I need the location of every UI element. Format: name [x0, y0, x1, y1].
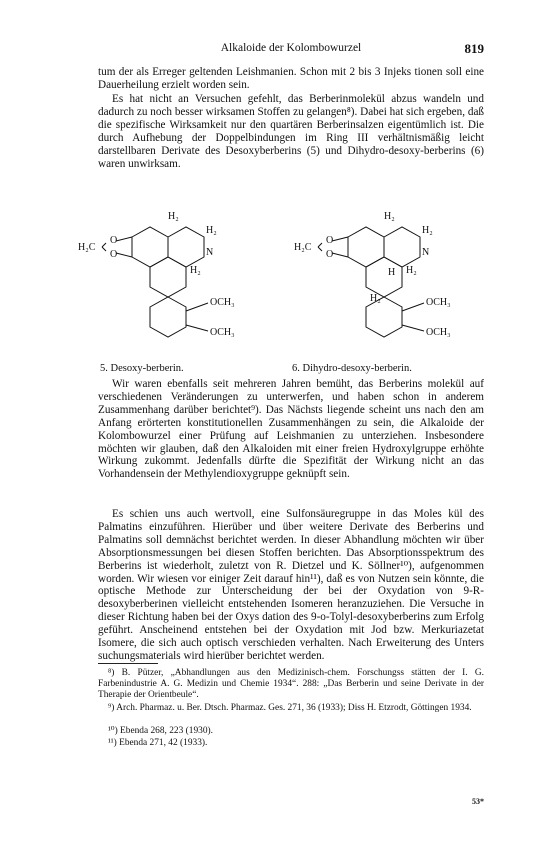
atom-h2-top: H₂	[384, 211, 395, 222]
running-header	[98, 42, 484, 58]
atom-o1: O	[110, 235, 118, 246]
atom-h2c: H₂C	[78, 242, 96, 253]
page-number: 819	[464, 41, 484, 56]
paragraph-2: Es hat nicht an Versuchen gefehlt, das Berberinmolekül abzus wandeln und dadurch zu noch besser wirksamen Stoffen zu gelangen⁸). Dabei hat sich ergeben, daß die spezifische Wirksamkeit nur den quartären Berberinsalzen eigentümlich ist. Die durch Aufhebung der Doppelbindungen im Ring III verhältnismäßig leicht darstellbaren Derivate des Desoxyberberins (5) und Dihydro-desoxy-berberins (6) waren unwirksam.	[98, 93, 484, 170]
ring-b	[168, 227, 204, 267]
atom-h2-ring: H₂	[206, 225, 217, 236]
atom-h2-low: H₂	[406, 265, 417, 276]
atom-o1: O	[326, 235, 334, 246]
bond-ch2-2	[318, 247, 322, 251]
caption-structure-6: 6. Dihydro-desoxy-berberin.	[292, 363, 412, 374]
bond-och3-a	[402, 303, 424, 311]
ring-d	[150, 297, 186, 337]
caption-structure-5: 5. Desoxy-berberin.	[100, 363, 184, 374]
footnote-rule	[98, 663, 158, 664]
bond-o2	[116, 253, 132, 257]
footnote-11: ¹¹) Ebenda 271, 42 (1933).	[108, 738, 208, 748]
bond-och3-b	[186, 325, 208, 331]
footnote-9: ⁹) Arch. Pharmaz. u. Ber. Dtsch. Pharmaz. Ges. 271, 36 (1933); Diss H. Etzrodt, Göttingen 1934.	[108, 703, 472, 713]
bond-ch2-1	[102, 243, 106, 247]
atom-h2-ring: H₂	[422, 225, 433, 236]
bond-o1	[116, 237, 132, 241]
group-och3-a: OCH₃	[210, 297, 235, 308]
structure-desoxyberberin	[74, 211, 274, 365]
atom-o2: O	[110, 249, 118, 260]
atom-h2-side: H₂	[370, 293, 381, 304]
bond-och3-b	[402, 325, 424, 331]
atom-h2c: H₂C	[294, 242, 312, 253]
atom-o2: O	[326, 249, 334, 260]
bond-och3-a	[186, 303, 208, 311]
ring-c	[150, 257, 186, 297]
ring-b	[384, 227, 420, 267]
group-och3-b: OCH₃	[426, 327, 451, 338]
atom-h2-top: H₂	[168, 211, 179, 222]
bond-o2	[332, 253, 348, 257]
atom-n: N	[422, 247, 430, 258]
header-title: Alkaloide der Kolombowurzel	[220, 42, 362, 54]
ring-a	[348, 227, 384, 267]
ring-a	[132, 227, 168, 267]
atom-n: N	[206, 247, 214, 258]
bond-ch2-1	[318, 243, 322, 247]
group-och3-a: OCH₃	[426, 297, 451, 308]
bond-ch2-2	[102, 247, 106, 251]
ring-c	[366, 257, 402, 297]
footnote-8: ⁸) B. Pützer, „Abhandlungen aus den Medizinisch-chem. Forschungss stätten der I. G. Farbenindustrie A. G. Medizin und Chemie 1934“. 288: „Das Berberin und seine Derivate in der Therapie der Orientbeule“.	[98, 668, 484, 701]
group-och3-b: OCH₃	[210, 327, 235, 338]
paragraph-3: Wir waren ebenfalls seit mehreren Jahren bemüht, das Berberins molekül auf verschiedenen Veränderungen zu unterwerfen, und haben schon in anderem Zusammenhang darüber berichtet⁹). Das Nächsts liegende scheint uns nach den am Anfang erörterten konstitutionellen Zusammenhängen zu sein, die Alkaloide der Kolombowurzel einer Prüfung auf Leishmanien zu unterziehen. Insbesondere möchten wir glauben, daß den Alkaloiden mit einer freien Hydroxylgruppe erhöhte Wirkung zukommt. Jedenfalls dürfte die Spezifität der Wirkung nicht an das Vorhandensein der Methylendioxygruppe geknüpft sein.	[98, 378, 484, 481]
signature-mark: 53*	[472, 797, 484, 806]
atom-h2-low: H₂	[190, 265, 201, 276]
paragraph-4: Es schien uns auch wertvoll, eine Sulfonsäuregruppe in das Moles kül des Palmatins einzuführen. Hierüber und über weitere Derivate des Berberins und Palmatins soll demnächst berichtet werden. In dieser Abhandlung möchten wir über Absorptionsmessungen bei diesen Stoffen berichten. Das Absorptionsspektrum des Berberins ist wiederholt, zuletzt von R. Dietzel und K. Söllner¹⁰), aufgenommen worden. Wir wiesen vor einiger Zeit darauf hin¹¹), daß es von Nutzen sein könnte, die optische Methode zur Unterscheidung der bei der Oxydation von 9-R-desoxyberberinen vielleicht entstehenden Isomeren heranzuziehen. Die Versuche in dieser Richtung haben bei der Oxys dation des 9-o-Tolyl-desoxyberberins zum Erfolg geführt. Anscheinend entstehen bei der Oxydation mit Jod bzw. Merkuriazetat Isomere, die sich auch optisch verschieden verhalten. Nach Erweiterung des Unters suchungsmaterials wird hierüber berichtet werden.	[98, 508, 484, 662]
bond-o1	[332, 237, 348, 241]
structure-dihydrodesoxyberberin	[290, 211, 490, 365]
footnote-10: ¹⁰) Ebenda 268, 223 (1930).	[108, 726, 213, 736]
atom-h: H	[388, 267, 396, 278]
paragraph-1: tum der als Erreger geltenden Leishmanien. Schon mit 2 bis 3 Injeks tionen soll eine Dauerheilung erzielt worden sein.	[98, 66, 484, 91]
